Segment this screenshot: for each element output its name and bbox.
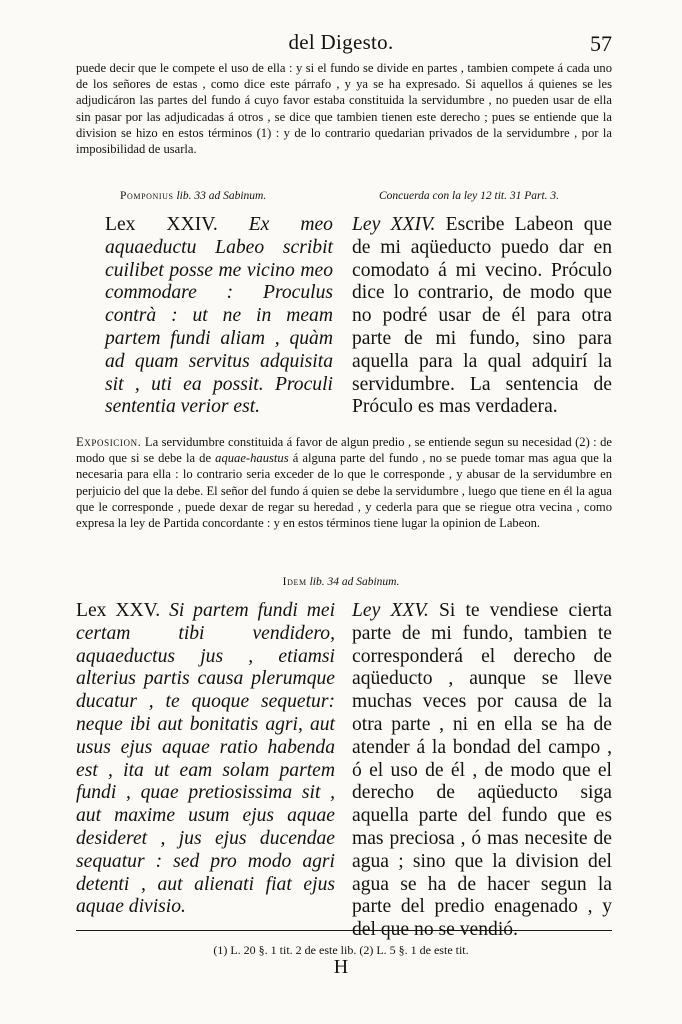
latin-lex-24 (105, 214, 333, 419)
source-author: Pomponius (120, 190, 174, 202)
lex-24-label: Lex XXIV. (105, 214, 218, 235)
ley-24-text: Escribe Labeon que de mi aqüeducto puedo dar en comodato á mi vecino. Próculo dice lo contrario, de modo que no podré usar de él para otra parte de mi fundo, sino para aquella para la qual adquirí la servidumbre. La sentencia de Próculo es mas verdadera. (352, 214, 612, 418)
latin-lex-25 (76, 600, 335, 919)
footnote-rule (76, 930, 612, 931)
ley-24-label: Ley XXIV. (352, 214, 436, 235)
exposition-text-b: á alguna parte del fundo , no se puede tomar mas agua que la necesaria para ella : lo contrario seria exceder de lo que le corresponde , y abusar de la servidumbre en perjuicio del que la debe. El señor del fundo á quien se debe la servidumbre , luego que tiene en él la agua que le corresponde , puede dexar de regar su heredad , y cederla para que se riegue otra vecina , como expresa la ley de Partida concordante : y en estos términos tiene lugar la opinion de Labeon. (76, 451, 612, 531)
exposition-text-a: La servidumbre constituida á favor de algun predio , se entiende segun su necesidad (2) : de modo que si se debe la de (76, 435, 612, 466)
ley-25-label: Ley XXV. (352, 600, 429, 621)
source-author-idem: Idem (282, 576, 307, 588)
source-reference-pomponius (120, 190, 266, 202)
footnotes: (1) L. 20 §. 1 tit. 2 de este lib. (2) L. 5 §. 1 de este tit. (213, 943, 469, 957)
running-header-title: del Digesto. (288, 30, 394, 54)
source-work: lib. 33 ad Sabinum. (176, 190, 267, 202)
exposition-paragraph (76, 434, 612, 531)
lex-24-text: Ex meo aquaeductu Labeo scribit cuilibet posse me vicino meo commodare : Proculus contrà : ut ne in meam partem fundi aliam , quàm ad quam servitus adquisita sit , uti ea possit. Proculi sententia verior est. (105, 214, 333, 418)
exposition-label: Exposicion. (76, 435, 142, 449)
page-number: 57 (590, 31, 612, 56)
ley-25-text: Si te vendiese cierta parte de mi fundo, tambien te corresponderá el derecho de aqüeducto , aunque se lleve muchas veces por causa de la otra parte , ni en ella se ha de atender á la bondad del campo , ó el uso de él , de modo que el derecho de aqüeducto siga aquella parte del fundo que es mas preciosa , ó mas necesite de agua ; sino que la division del agua se ha de hacer segun la parte del predio enagenado , y del que no se vendió. (352, 600, 613, 941)
source-reference-idem (0, 576, 682, 588)
spanish-ley-25 (352, 600, 612, 942)
spanish-ley-24 (352, 214, 612, 419)
signature-mark: H (333, 956, 349, 978)
lex-25-text: Si partem fundi mei certam tibi vendidero, aquaeductus jus , etiamsi alterius partis causa plerumque ducatur , te quoque sequetur: neque ibi aut bonitatis agri, aut usus ejus aquae ratio habenda est , ita ut eam solam partem fundi , quae pretiosissima sit , aut maxime usum ejus aquae desideret , jus ejus ducendae sequatur : sed pro modo agri detenti , aut alienati fiat ejus aquae divisio. (76, 600, 336, 918)
exposition-italic-term: aquae-haustus (215, 451, 289, 466)
lex-25-label: Lex XXV. (76, 600, 161, 621)
concordance-reference: Concuerda con la ley 12 tit. 31 Part. 3. (379, 190, 560, 202)
intro-paragraph: puede decir que le compete el uso de ella : y si el fundo se divide en partes , tambien compete á cada uno de los señores de estas , como dice este párrafo , y ya se ha expresado. Si aquellos á quienes se les adjudicáron las partes del fundo á cuyo favor estaba constituida la servidumbre , no pueden usar de ella sin pasar por las adjudicadas á otros , se dice que tambien tienen este derecho ; pues se entiende que la division se hizo en estos términos (1) : y de lo contrario quedarian privados de la servidumbre , por la imposibilidad de usarla. (76, 61, 612, 157)
source-work-idem: lib. 34 ad Sabinum. (309, 576, 400, 588)
